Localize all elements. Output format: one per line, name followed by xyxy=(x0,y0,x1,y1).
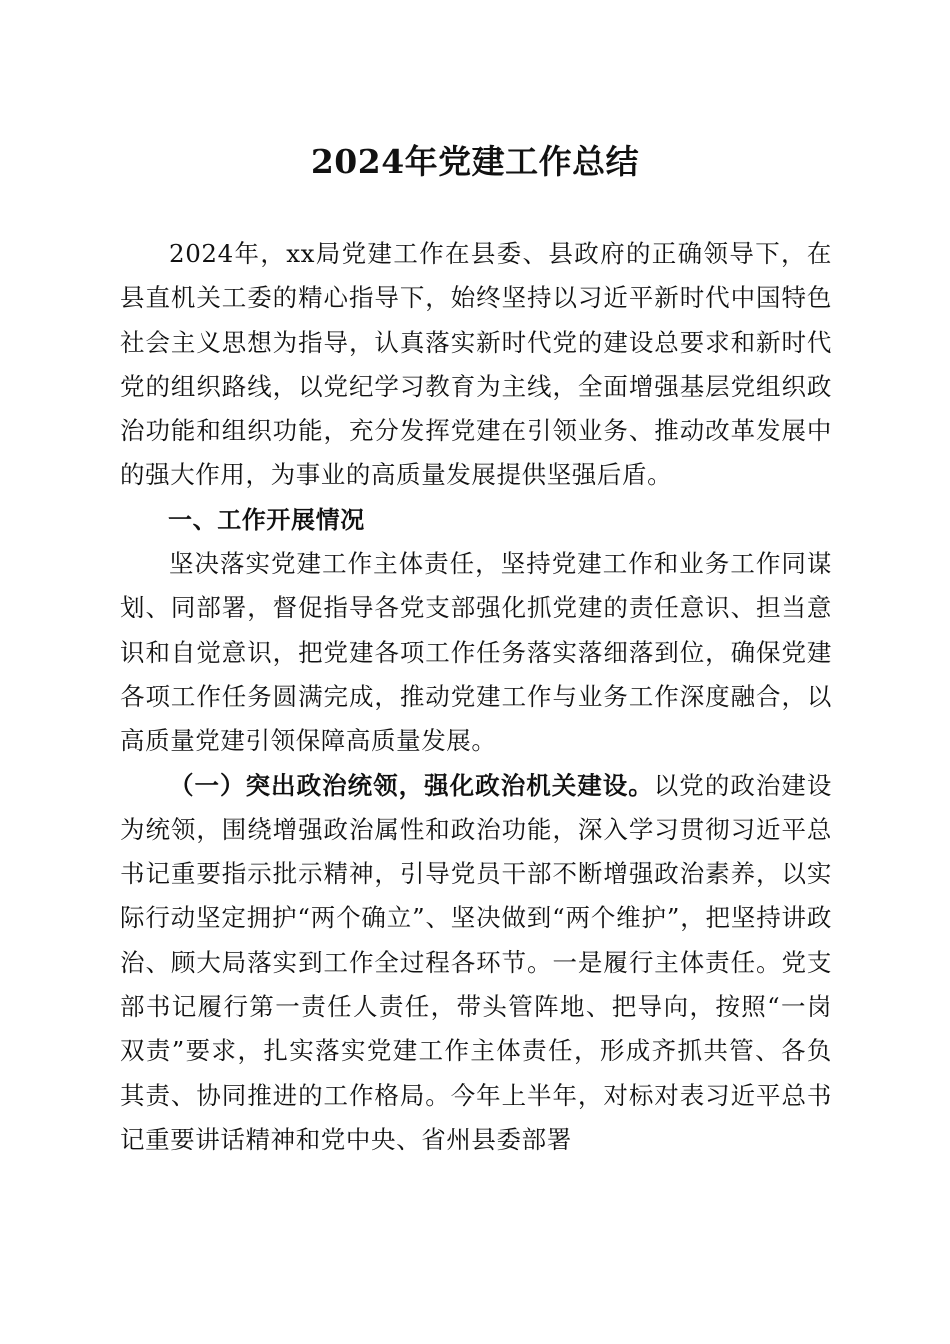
item-body: 以党的政治建设为统领，围绕增强政治属性和政治功能，深入学习贯彻习近平总书记重要指示批示精神，引导党员干部不断增强政治素养，以实际行动坚定拥护“两个确立”、坚决做到“两个维护”，把坚持讲政治、顾大局落实到工作全过程各环节。一是履行主体责任。党支部书记履行第一责任人责任，带头管阵地、把导向，按照“一岗双责”要求，扎实落实党建工作主体责任，形成齐抓共管、各负其责、协同推进的工作格局。今年上半年，对标对表习近平总书记重要讲话精神和党中央、省州县委部署 xyxy=(120,770,832,1154)
item-heading: （一）突出政治统领，强化政治机关建设。 xyxy=(169,770,654,800)
section-paragraph: 坚决落实党建工作主体责任，坚持党建工作和业务工作同谋划、同部署，督促指导各党支部强化抓党建的责任意识、担当意识和自觉意识，把党建各项工作任务落实落细落到位，确保党建各项工作任务圆满完成，推动党建工作与业务工作深度融合，以高质量党建引领保障高质量发展。 xyxy=(120,549,832,756)
intro-paragraph: 2024年，xx局党建工作在县委、县政府的正确领导下，在县直机关工委的精心指导下，始终坚持以习近平新时代中国特色社会主义思想为指导，认真落实新时代党的建设总要求和新时代党的组织路线，以党纪学习教育为主线，全面增强基层党组织政治功能和组织功能，充分发挥党建在引领业务、推动改革发展中的强大作用，为事业的高质量发展提供坚强后盾。 xyxy=(120,239,832,490)
document-body xyxy=(120,232,832,1162)
section-heading: 一、工作开展情况 xyxy=(168,505,365,534)
item-paragraph xyxy=(120,764,832,1163)
document-title: 2024年党建工作总结 xyxy=(310,142,640,181)
